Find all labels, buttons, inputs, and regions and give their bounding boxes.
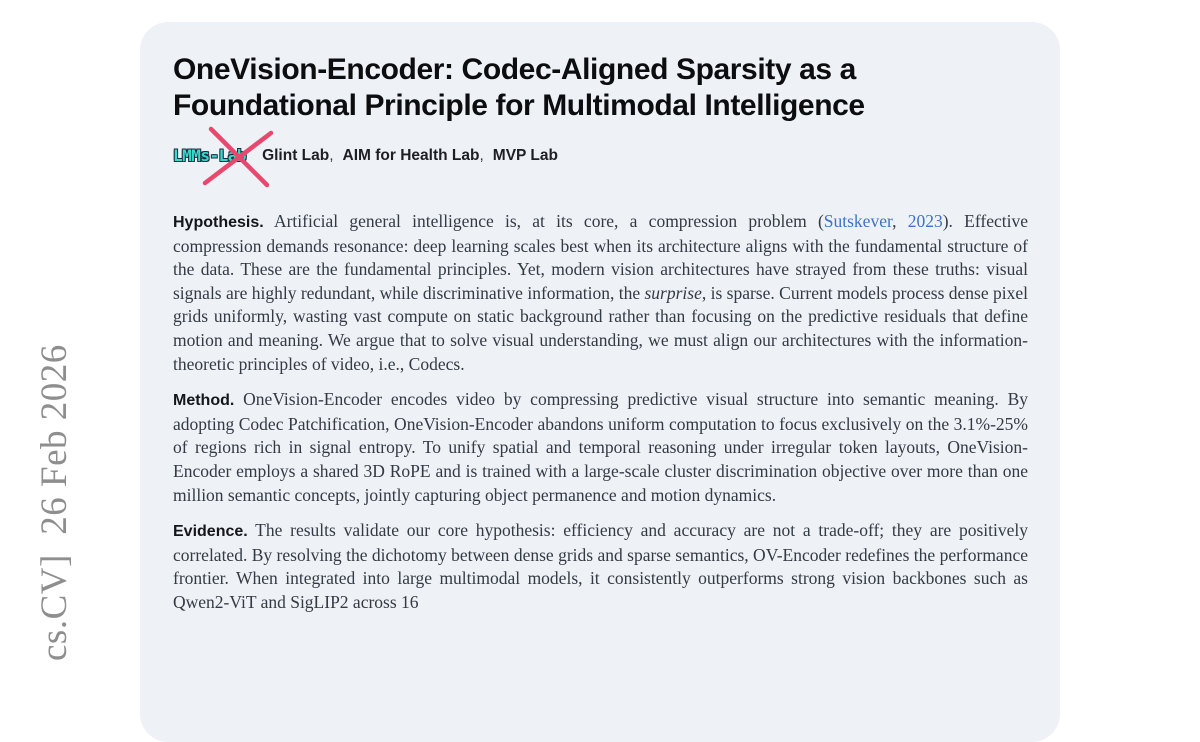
author-row bbox=[173, 146, 1028, 166]
citation-author-link[interactable]: Sutskever bbox=[823, 211, 893, 231]
title-line-2: Foundational Principle for Multimodal Intelligence bbox=[173, 89, 865, 122]
lmms-lab-logo[interactable] bbox=[173, 146, 246, 166]
method-text: OneVision-Encoder encodes video by compressing predictive visual structure into semantic meaning. By adopting Codec Patchification, OneVision-Encoder abandons uniform computation to focus exclusively on the 3.1%-25% of regions rich in signal entropy. To unify spatial and temporal reasoning under irregular token layouts, OneVision-Encoder employs a shared 3D RoPE and is trained with a large-scale cluster discrimination objective over more than one million semantic concepts, jointly capturing object permanence and motion dynamics. bbox=[173, 389, 1028, 505]
evidence-paragraph bbox=[173, 519, 1028, 614]
hypothesis-label: Hypothesis. bbox=[173, 214, 264, 231]
paper-card bbox=[140, 22, 1060, 742]
affiliation-separator: , bbox=[329, 147, 334, 164]
method-label: Method. bbox=[173, 392, 235, 410]
hypothesis-paragraph bbox=[173, 210, 1028, 376]
arxiv-sidebar-text: cs.CV] 26 Feb 2026 bbox=[34, 344, 75, 661]
hypothesis-text: Artificial general intelligence is, at its core, a compression problem ( bbox=[263, 211, 824, 231]
affiliation-mvp-lab: MVP Lab bbox=[492, 147, 558, 164]
affiliation-glint-lab: Glint Lab bbox=[262, 147, 330, 164]
evidence-label: Evidence. bbox=[173, 523, 248, 541]
hypothesis-text: , is sparse. Current models process dense pixel grids uniformly, wasting vast compute on static background rather than focusing on the predictive residuals that define motion and meaning. We argue that to solve visual understanding, we must align our architectures with the information-theoretic principles of video, i.e., Codecs. bbox=[173, 282, 1028, 374]
affiliations bbox=[262, 147, 558, 165]
hypothesis-text: , bbox=[892, 211, 908, 231]
title-line-1: OneVision-Encoder: Codec-Aligned Sparsity as a bbox=[173, 53, 856, 86]
affiliation-aim-for-health-lab: AIM for Health Lab bbox=[342, 147, 480, 164]
citation-year-link[interactable]: 2023 bbox=[907, 211, 943, 231]
evidence-text: The results validate our core hypothesis: efficiency and accuracy are not a trade-off; they are positively correlated. By resolving the dichotomy between dense grids and sparse semantics, OV-Encoder redefines the performance frontier. When integrated into large multimodal models, it consistently outperforms strong vision backbones such as Qwen2-ViT and SigLIP2 across 16 bbox=[173, 520, 1028, 612]
hypothesis-text: ). Effective compression demands resonance: deep learning scales best when its architecture aligns with the fundamental structure of the data. These are the fundamental principles. Yet, modern vision architectures have strayed from these truths: visual signals are highly redundant, while discriminative information, the bbox=[173, 211, 1028, 303]
affiliation-separator: , bbox=[479, 147, 484, 164]
hypothesis-italic-word: surprise bbox=[644, 282, 702, 303]
method-paragraph bbox=[173, 388, 1028, 507]
page-title bbox=[173, 52, 1028, 124]
lmms-lab-logo-text: LMMs-Lab bbox=[173, 146, 247, 165]
